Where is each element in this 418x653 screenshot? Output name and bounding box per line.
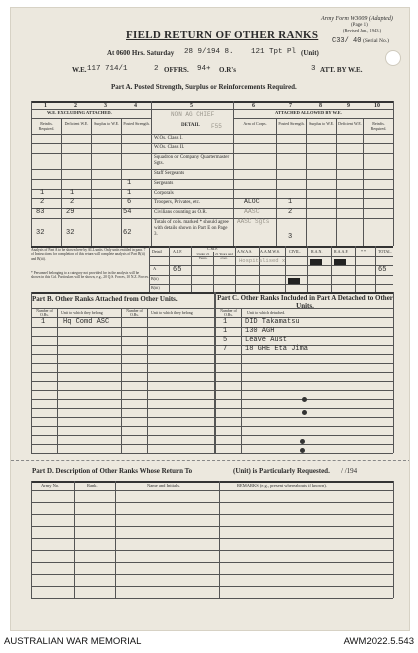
private-corps: AASC	[244, 208, 260, 215]
ink-dot	[300, 439, 305, 444]
part-d-col-remarks: REMARKS (e.g., present whereabouts if known).	[237, 483, 327, 488]
analysis-col-total: TOTAL.	[378, 249, 392, 254]
part-c-entry-unit-1: DID Takamatsu	[245, 318, 300, 326]
header-reinfts-right: Reinfts. Required.	[370, 121, 387, 131]
col-num-2: 2	[74, 103, 77, 109]
detail-row-civilians: Civilians counting as O.R.	[154, 210, 207, 215]
part-d-col-army-no: Army No.	[41, 483, 60, 488]
analysis-note-2: * Personnel belonging to a category not provided for in the analysis will be shown in this Col. Particulars will be shown, e.g., 20 Q.S. Forces, 10 N.Z. Forces.	[31, 271, 149, 280]
analysis-detail-label: Detail	[152, 249, 162, 254]
analysis-col-over21: 21 Years and over.	[215, 252, 233, 260]
punch-hole	[385, 50, 401, 66]
part-b-col-no: Number of O.Rs.	[36, 309, 53, 317]
col-num-1: 1	[44, 103, 47, 109]
analysis-col-civil: CIVIL.	[289, 249, 301, 254]
ors-value: 94+	[197, 65, 211, 73]
col-num-5: 5	[190, 103, 193, 109]
col-num-8: 8	[319, 103, 322, 109]
part-b-entry-count: 1	[41, 318, 46, 326]
total-reinfts: 32	[36, 229, 45, 237]
analysis-col-other: * *	[361, 249, 366, 254]
part-c-entry-unit-4: 18 GHE Eta Jima	[245, 345, 309, 353]
att-value: 3	[311, 65, 316, 73]
ors-label: O.R's	[219, 66, 236, 74]
part-b-col-no-2: Number of O.Rs.	[126, 309, 143, 317]
serial-label: (Serial No.)	[363, 38, 389, 44]
we-value: 117 714/1	[87, 65, 128, 73]
part-d-date: / /194	[341, 467, 358, 475]
we-label: W.E.	[72, 66, 87, 74]
footer-bar	[0, 631, 418, 653]
total-posted: 62	[123, 229, 132, 237]
detail-row-sergeants: Sergeants	[154, 181, 174, 186]
part-c-entry-count-3: 5	[223, 336, 228, 344]
form-paper	[10, 7, 410, 631]
cpl-reinfts: 2	[40, 198, 45, 206]
header-reinfts-left: Reinfts. Required.	[38, 121, 55, 131]
staff-sgt-posted: 1	[127, 179, 132, 187]
header-deficient-left: Deficient W.E.	[64, 121, 89, 126]
detail-row-totals: Totals of cols. marked * should agree with details shown in Part E on Page 3.	[154, 220, 229, 237]
detail-row-wo1: W.Os. Class I.	[154, 136, 183, 141]
unit-value: 121 Tpt Pl	[251, 48, 297, 56]
ink-dot	[302, 397, 307, 402]
analysis-cmf: C.M.F.	[207, 246, 219, 251]
header-surplus-right: Surplus to W.E.	[308, 121, 335, 126]
part-d-col-rank: Rank.	[87, 483, 98, 488]
serial-value: C33/ 40	[332, 37, 362, 45]
col-num-6: 6	[252, 103, 255, 109]
pte-reinfts: 83	[36, 208, 45, 216]
pte-deficient: 29	[66, 208, 75, 216]
detail-header: DETAIL	[181, 123, 200, 128]
analysis-aif-value: 65	[173, 266, 182, 274]
detail-row-wo2: W.Os. Class II.	[154, 145, 185, 150]
part-a-title: Part A. Posted Strength, Surplus or Reinforcements Required.	[111, 83, 297, 91]
redaction-block	[310, 259, 322, 265]
part-c-entry-count-1: 1	[223, 318, 228, 326]
part-d-title: Part D. Description of Other Ranks Whose Return To	[32, 467, 193, 475]
sgt-deficient: 1	[70, 189, 75, 197]
att-label: ATT. BY W.E.	[320, 66, 363, 74]
revised-label: (Revised Jan., 1943.)	[343, 28, 382, 33]
col-num-4: 4	[134, 103, 137, 109]
sgt-posted: 1	[127, 189, 132, 197]
col-num-3: 3	[104, 103, 107, 109]
offrs-value: 2	[154, 65, 159, 73]
at-line: At 0600 Hrs. Saturday	[107, 49, 175, 57]
col-num-10: 10	[374, 103, 380, 109]
analysis-col-ran: R.A.N.	[311, 249, 323, 254]
total-deficient: 32	[66, 229, 75, 237]
civilian-corps: AASC Sgts	[237, 218, 270, 225]
part-c-entry-unit-3: Leave Aust	[245, 336, 288, 344]
sgt-reinfts: 1	[40, 189, 45, 197]
attached-total-posted: 3	[288, 233, 293, 241]
header-arm-corps: Arm of Corps.	[243, 121, 267, 126]
part-d-middle: (Unit) is Particularly Requested.	[233, 467, 330, 475]
header-surplus-left: Surplus to W.E.	[93, 121, 120, 126]
analysis-col-raaf: R.A.A.F.	[334, 249, 349, 254]
date-value: 28 9/194 8.	[184, 48, 234, 56]
attached-allowed-header: ATTACHED ALLOWED BY W.E.	[275, 110, 342, 115]
part-b-entry-unit: Hq Comd ASC	[63, 318, 110, 326]
we-excluding-header: W.E. EXCLUDING ATTACHED.	[47, 110, 112, 115]
pte-posted: 54	[123, 208, 132, 216]
part-d-col-name: Name and Initials.	[147, 483, 181, 488]
analysis-row-a: A	[153, 266, 157, 271]
part-b-col-unit-2: Unit to which they belong	[151, 310, 193, 315]
unit-label: (Unit)	[301, 49, 319, 57]
part-c-title: Part C. Other Ranks Included in Part A Detached to Other Units.	[217, 294, 393, 310]
analysis-col-aif: A.I.F.	[173, 249, 183, 254]
analysis-col-under21: Under 21 Years.	[196, 252, 210, 260]
ink-dot	[302, 410, 307, 415]
analysis-col-awas: A.W.A.S.	[237, 249, 253, 254]
analysis-faint-note: Hospitalised x	[239, 257, 286, 264]
part-b-col-unit: Unit to which they belong	[61, 310, 103, 315]
detail-row-cqms: Squadron or Company Quartermaster Sgts.	[154, 155, 230, 166]
part-c-entry-count-4: 7	[223, 345, 228, 353]
part-c-entry-count-2: 1	[223, 327, 228, 335]
page-label: (Page 1)	[351, 23, 368, 28]
col-num-7: 7	[289, 103, 292, 109]
faint-note-2: F55	[211, 123, 222, 130]
analysis-row-biii: B(iii)	[151, 285, 160, 290]
part-c-entry-unit-2: 130 AGH	[245, 327, 275, 335]
analysis-total-value: 65	[378, 266, 387, 274]
ink-dot	[300, 448, 305, 453]
analysis-note: Analysis of Part A to be shown here by ALL units. Only units entitled in para. 7 of Instructions for completion of this return will complete analysis of Part B(ii) and B(iii).	[31, 248, 146, 261]
header-posted-right: Posted Strength.	[278, 121, 305, 126]
part-c-col-no: Number of O.Rs.	[220, 309, 237, 317]
cpl-deficient: 2	[70, 198, 75, 206]
faint-note-1: NON AG CHIEF	[171, 111, 215, 118]
redaction-block	[288, 278, 300, 284]
detail-row-staff-sgt: Staff Sergeants	[154, 171, 185, 176]
part-b-title: Part B. Other Ranks Attached from Other Units.	[32, 295, 178, 303]
corporal-corps: ALOC	[244, 198, 260, 205]
header-deficient-right: Deficient W.E.	[338, 121, 362, 126]
analysis-row-bii: B(ii)	[151, 276, 159, 281]
detail-row-troopers: Troopers, Privates, etc.	[154, 200, 201, 205]
army-form-label: Army Form W3009 (Adapted)	[321, 16, 393, 22]
offrs-label: OFFRS.	[164, 66, 189, 74]
cpl-posted: 6	[127, 198, 132, 206]
redaction-block	[334, 259, 346, 265]
corporal-attached-posted: 1	[288, 198, 293, 206]
detail-row-corporals: Corporals	[154, 191, 174, 196]
part-c-col-unit: Unit to which detached.	[247, 310, 286, 315]
private-attached-posted: 2	[288, 208, 293, 216]
col-num-9: 9	[347, 103, 350, 109]
analysis-col-aamws: A.A.M.W.S.	[260, 249, 280, 254]
footer-institution: AUSTRALIAN WAR MEMORIAL	[4, 636, 142, 647]
header-posted-left: Posted Strength.	[123, 121, 150, 126]
footer-accession: AWM2022.5.543	[343, 636, 414, 647]
form-title: FIELD RETURN OF OTHER RANKS	[126, 29, 319, 41]
